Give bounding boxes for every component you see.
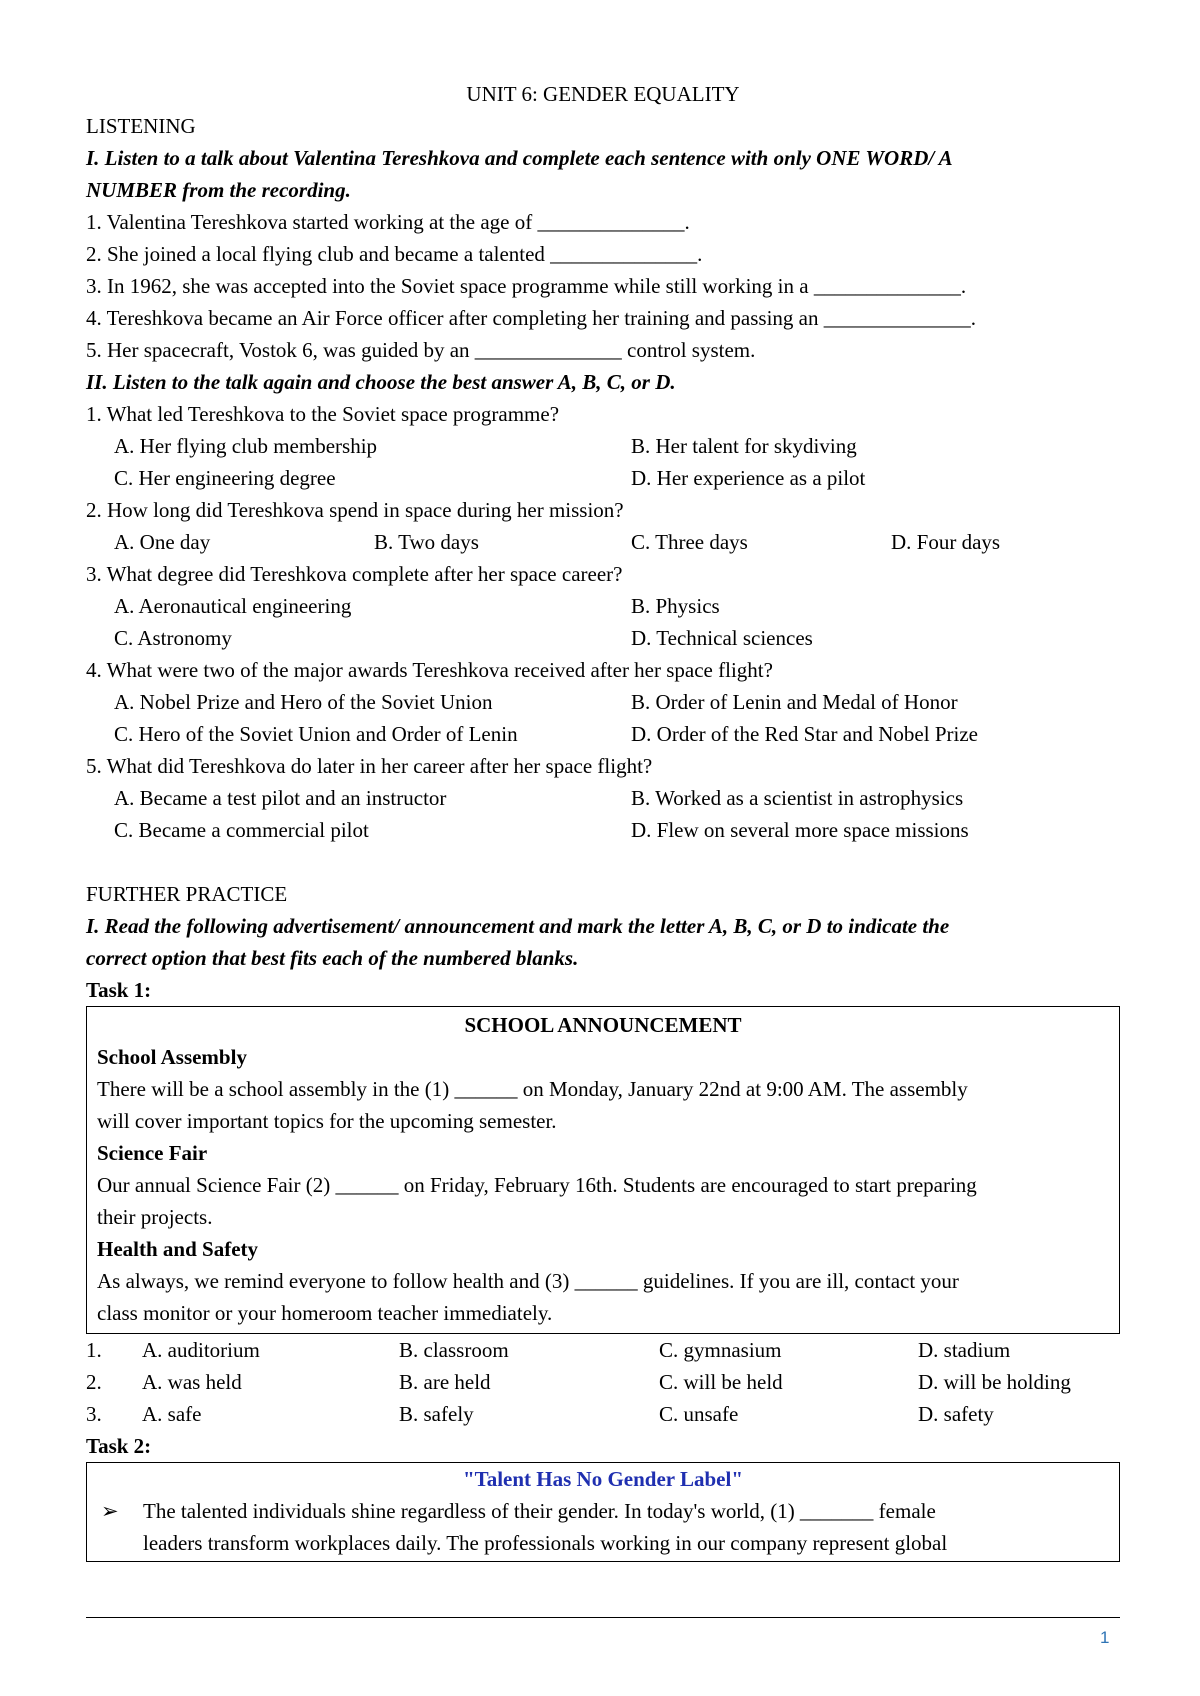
part1-instruction-line1: I. Listen to a talk about Valentina Tereshkova and complete each sentence with only ONE WORD/ A <box>86 146 953 170</box>
option-d: D. Technical sciences <box>631 626 813 650</box>
task1-label: Task 1: <box>86 978 152 1002</box>
option-c: C. Hero of the Soviet Union and Order of Lenin <box>114 722 518 746</box>
mcq-options-row <box>86 686 1120 718</box>
section-text: their projects. <box>97 1205 213 1229</box>
mcq-options-row <box>86 718 1120 750</box>
task1-options-row <box>86 1334 1120 1366</box>
further-instruction-line2: correct option that best fits each of the numbered blanks. <box>86 946 579 970</box>
mcq-options-row <box>86 430 1120 462</box>
option-d: D. Flew on several more space missions <box>631 818 969 842</box>
option-b: B. Two days <box>374 530 479 554</box>
option-a: A. One day <box>114 530 211 554</box>
task1-options-row <box>86 1398 1120 1430</box>
section-text: As always, we remind everyone to follow health and (3) ______ guidelines. If you are ill, contact your <box>97 1269 959 1293</box>
section-title: Health and Safety <box>97 1237 259 1261</box>
announcement-title: SCHOOL ANNOUNCEMENT <box>464 1013 742 1037</box>
bullet-text: The talented individuals shine regardless of their gender. In today's world, (1) _______ female <box>143 1499 936 1523</box>
option-d: D. safety <box>918 1402 994 1426</box>
gap-fill-item: 4. Tereshkova became an Air Force officer after completing her training and passing an ______________. <box>86 306 976 330</box>
mcq-question: 5. What did Tereshkova do later in her career after her space flight? <box>86 754 653 778</box>
option-number: 2. <box>86 1370 102 1394</box>
option-b: B. are held <box>399 1370 491 1394</box>
option-b: B. Order of Lenin and Medal of Honor <box>631 690 958 714</box>
option-b: B. Her talent for skydiving <box>631 434 857 458</box>
section-text: There will be a school assembly in the (1) ______ on Monday, January 22nd at 9:00 AM. The assembly <box>97 1077 968 1101</box>
mcq-question: 2. How long did Tereshkova spend in space during her mission? <box>86 498 624 522</box>
further-instruction-line1: I. Read the following advertisement/ announcement and mark the letter A, B, C, or D to indicate the <box>86 914 950 938</box>
option-c: C. Three days <box>631 530 748 554</box>
mcq-options-row <box>86 526 1120 558</box>
option-b: B. safely <box>399 1402 474 1426</box>
option-d: D. stadium <box>918 1338 1011 1362</box>
talent-box-title: "Talent Has No Gender Label" <box>462 1467 743 1491</box>
section-title: Science Fair <box>97 1141 208 1165</box>
option-a: A. Her flying club membership <box>114 434 378 458</box>
option-a: A. Aeronautical engineering <box>114 594 352 618</box>
further-practice-heading: FURTHER PRACTICE <box>86 882 288 906</box>
option-a: A. Became a test pilot and an instructor <box>114 786 447 810</box>
section-text: Our annual Science Fair (2) ______ on Friday, February 16th. Students are encouraged to start preparing <box>97 1173 977 1197</box>
section-title: School Assembly <box>97 1045 247 1069</box>
option-number: 3. <box>86 1402 102 1426</box>
option-a: A. was held <box>142 1370 242 1394</box>
arrow-bullet-icon: ➢ <box>101 1499 119 1523</box>
option-c: C. will be held <box>659 1370 783 1394</box>
blank-line <box>86 846 1120 878</box>
footer-divider <box>86 1617 1120 1618</box>
document-page <box>86 78 1120 1562</box>
option-number: 1. <box>86 1338 102 1362</box>
option-c: C. Her engineering degree <box>114 466 336 490</box>
gap-fill-item: 5. Her spacecraft, Vostok 6, was guided by an ______________ control system. <box>86 338 756 362</box>
part2-instruction: II. Listen to the talk again and choose the best answer A, B, C, or D. <box>86 370 676 394</box>
bullet-paragraph <box>97 1495 1109 1559</box>
section-text: will cover important topics for the upcoming semester. <box>97 1109 557 1133</box>
option-c: C. Astronomy <box>114 626 232 650</box>
option-b: B. Physics <box>631 594 720 618</box>
unit-title: UNIT 6: GENDER EQUALITY <box>466 82 740 106</box>
mcq-question: 1. What led Tereshkova to the Soviet space programme? <box>86 402 560 426</box>
page-number: 1 <box>1100 1628 1110 1647</box>
mcq-options-row <box>86 782 1120 814</box>
option-a: A. auditorium <box>142 1338 260 1362</box>
mcq-options-row <box>86 462 1120 494</box>
listening-heading: LISTENING <box>86 114 196 138</box>
option-d: D. Order of the Red Star and Nobel Prize <box>631 722 978 746</box>
option-c: C. unsafe <box>659 1402 739 1426</box>
option-d: D. Her experience as a pilot <box>631 466 866 490</box>
mcq-question: 4. What were two of the major awards Tereshkova received after her space flight? <box>86 658 773 682</box>
bullet-text: leaders transform workplaces daily. The professionals working in our company represent global <box>143 1531 948 1555</box>
task1-options-row <box>86 1366 1120 1398</box>
talent-box <box>86 1462 1120 1562</box>
mcq-options-row <box>86 814 1120 846</box>
school-announcement-box <box>86 1006 1120 1334</box>
gap-fill-item: 3. In 1962, she was accepted into the Soviet space programme while still working in a ______________. <box>86 274 967 298</box>
option-c: C. Became a commercial pilot <box>114 818 369 842</box>
option-b: B. Worked as a scientist in astrophysics <box>631 786 964 810</box>
mcq-options-row <box>86 622 1120 654</box>
mcq-question: 3. What degree did Tereshkova complete after her space career? <box>86 562 623 586</box>
gap-fill-item: 2. She joined a local flying club and became a talented ______________. <box>86 242 703 266</box>
section-text: class monitor or your homeroom teacher immediately. <box>97 1301 553 1325</box>
gap-fill-item: 1. Valentina Tereshkova started working at the age of ______________. <box>86 210 690 234</box>
option-d: D. Four days <box>891 530 1001 554</box>
option-a: A. safe <box>142 1402 202 1426</box>
option-c: C. gymnasium <box>659 1338 782 1362</box>
option-d: D. will be holding <box>918 1370 1071 1394</box>
mcq-options-row <box>86 590 1120 622</box>
task2-label: Task 2: <box>86 1434 152 1458</box>
option-a: A. Nobel Prize and Hero of the Soviet Union <box>114 690 493 714</box>
option-b: B. classroom <box>399 1338 509 1362</box>
part1-instruction-line2: NUMBER from the recording. <box>86 178 351 202</box>
